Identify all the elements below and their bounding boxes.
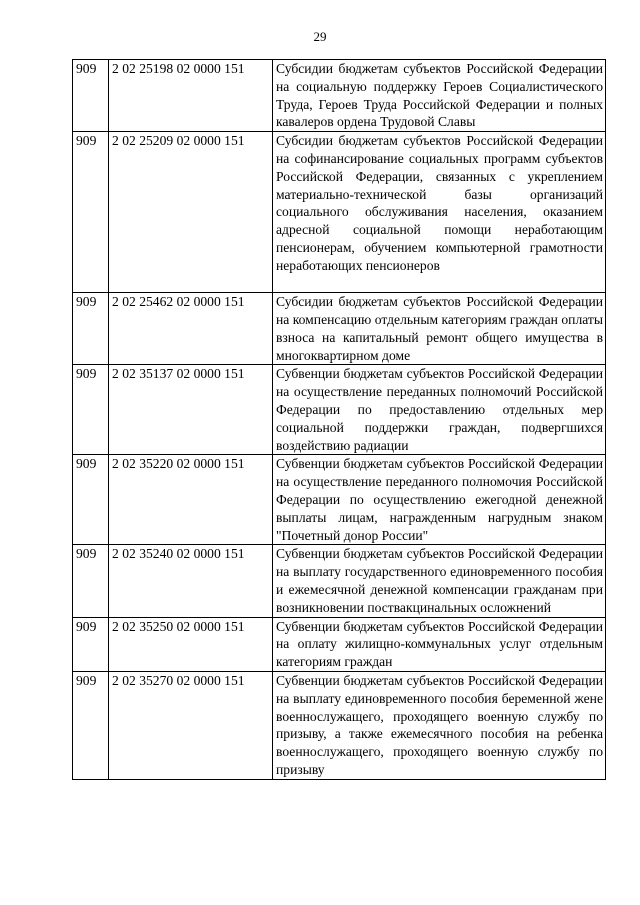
budget-code-cell: 2 02 35220 02 0000 151 [109, 455, 273, 545]
table-row [73, 545, 606, 617]
page-number: 29 [313, 29, 327, 44]
admin-code-cell: 909 [73, 60, 109, 132]
budget-code-cell: 2 02 25462 02 0000 151 [109, 293, 273, 365]
income-name-cell: Субвенции бюджетам субъектов Российской Федерации на осуществление переданных полномочий Российской Федерации по предоставлению отдельных мер социальной поддержки граждан, подвергшихся воздействию радиации [273, 365, 606, 455]
budget-code-cell: 2 02 35240 02 0000 151 [109, 545, 273, 617]
income-name-cell: Субсидии бюджетам субъектов Российской Федерации на социальную поддержку Героев Социалистического Труда, Героев Труда Российской Федерации и полных кавалеров ордена Трудовой Славы [273, 60, 606, 132]
table-row [73, 132, 606, 293]
table-row [73, 671, 606, 779]
budget-code-cell: 2 02 35137 02 0000 151 [109, 365, 273, 455]
admin-code-cell: 909 [73, 617, 109, 671]
admin-code-cell: 909 [73, 545, 109, 617]
table-row [73, 455, 606, 545]
table-row [73, 617, 606, 671]
budget-code-cell: 2 02 25209 02 0000 151 [109, 132, 273, 293]
budget-code-cell: 2 02 25198 02 0000 151 [109, 60, 273, 132]
income-name-cell: Субсидии бюджетам субъектов Российской Федерации на софинансирование социальных программ субъектов Российской Федерации, связанных с укреплением материально-технической базы организаций социального обслуживания населения, оказанием адресной социальной помощи неработающим пенсионерам, обучением компьютерной грамотности неработающих пенсионеров [273, 132, 606, 293]
budget-codes-table [72, 59, 606, 780]
budget-code-cell: 2 02 35250 02 0000 151 [109, 617, 273, 671]
income-name-cell: Субвенции бюджетам субъектов Российской Федерации на выплату государственного единовременного пособия и ежемесячной денежной компенсации гражданам при возникновении поствакцинальных осложнений [273, 545, 606, 617]
budget-code-cell: 2 02 35270 02 0000 151 [109, 671, 273, 779]
admin-code-cell: 909 [73, 365, 109, 455]
income-name-cell: Субвенции бюджетам субъектов Российской Федерации на оплату жилищно-коммунальных услуг отдельным категориям граждан [273, 617, 606, 671]
admin-code-cell: 909 [73, 671, 109, 779]
table-row [73, 60, 606, 132]
admin-code-cell: 909 [73, 293, 109, 365]
income-name-cell: Субсидии бюджетам субъектов Российской Федерации на компенсацию отдельным категориям граждан оплаты взноса на капитальный ремонт общего имущества в многоквартирном доме [273, 293, 606, 365]
income-name-cell: Субвенции бюджетам субъектов Российской Федерации на осуществление переданного полномочия Российской Федерации по осуществлению ежегодной денежной выплаты лицам, награжденным нагрудным знаком "Почетный донор России" [273, 455, 606, 545]
table-row [73, 293, 606, 365]
income-name-cell: Субвенции бюджетам субъектов Российской Федерации на выплату единовременного пособия беременной жене военнослужащего, проходящего военную службу по призыву, а также ежемесячного пособия на ребенка военнослужащего, проходящего военную службу по призыву [273, 671, 606, 779]
table-row [73, 365, 606, 455]
admin-code-cell: 909 [73, 132, 109, 293]
admin-code-cell: 909 [73, 455, 109, 545]
